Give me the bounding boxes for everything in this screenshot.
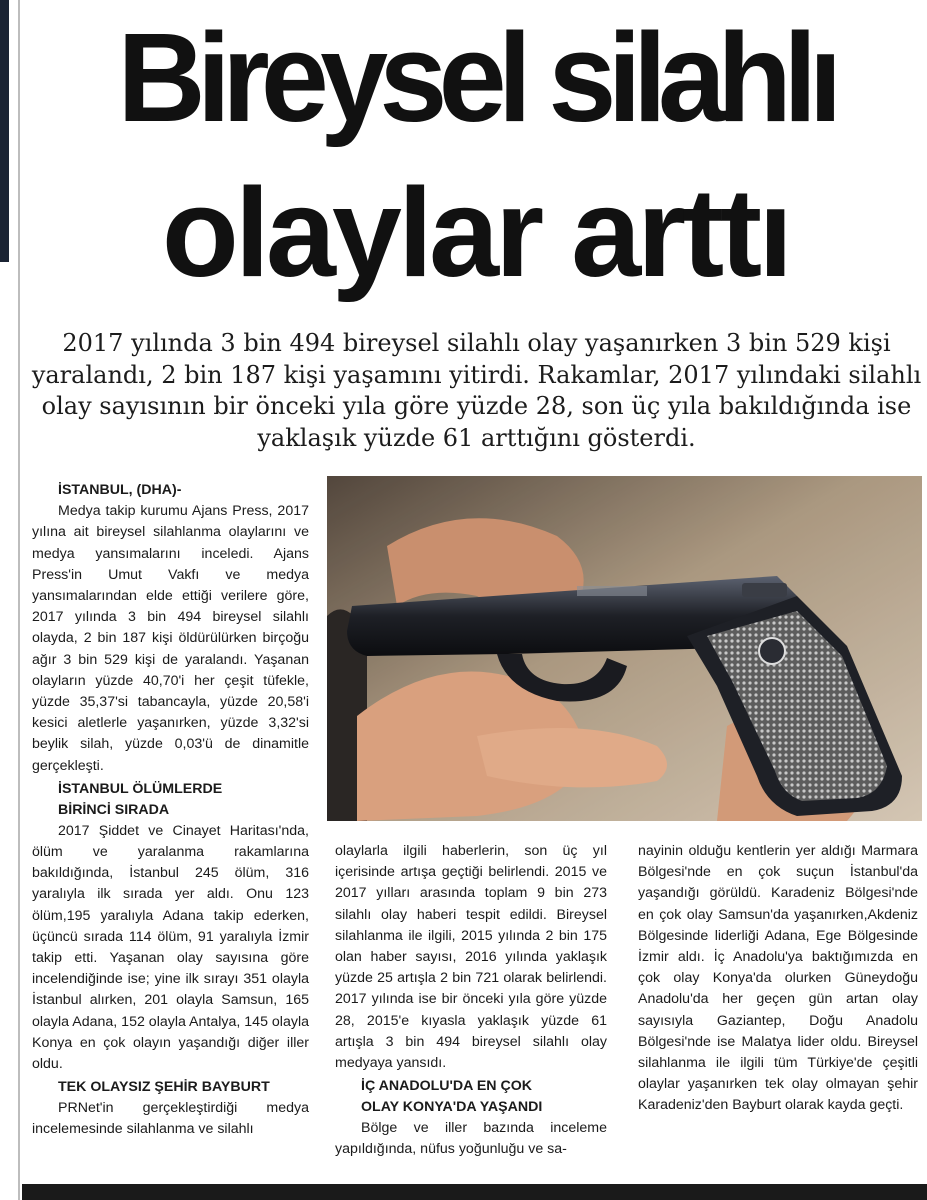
article-column-3 [638, 841, 918, 1117]
paragraph-6: nayinin olduğu kentlerin yer aldığı Marmara Bölgesi'nde en çok suçun İstanbul'da yaşandığı görüldü. Karadeniz Bölgesi'nde en çok olay Samsun'da yaşanırken,Akdeniz Bölgesinde liderliği Adana, Ege Bölgesinde İzmir aldı. İç Anadolu'ya baktığımızda en çok olay Konya'da olurken Güneydoğu Anadolu'da her geçen gün artan olay sayısıyla Gaziantep, Doğu Anadolu Bölgesi'nde ise Malatya lider oldu. Bireysel silahlanma ile ilgili tüm Türkiye'de çeşitli olaylar yaşanırken tek olay olmayan şehir Karadeniz'den Bayburt olarak kayda geçti. [638, 843, 918, 1114]
adjacent-page-strip [0, 0, 9, 262]
left-gutter [0, 0, 22, 1200]
page-bottom-bar [22, 1184, 927, 1200]
subheading-istanbul [58, 779, 309, 821]
headline-line-2: olaylar arttı [161, 162, 790, 303]
subheading-bayburt: TEK OLAYSIZ ŞEHİR BAYBURT [58, 1079, 270, 1096]
dateline: İSTANBUL, (DHA)- [58, 482, 182, 498]
subheading-konya-line-2: OLAY KONYA'DA YAŞANDI [361, 1099, 543, 1116]
subheading-konya-line-1: İÇ ANADOLU'DA EN ÇOK [361, 1078, 532, 1095]
headline-line-1: Bireysel silahlı [117, 7, 834, 148]
gutter-rule [18, 0, 20, 1200]
article-deck: 2017 yılında 3 bin 494 bireysel silahlı olay yaşanırken 3 bin 529 kişi yaralandı, 2 bin 187 kişi yaşamını yitirdi. Rakamlar, 2017 yılındaki silahlı olay sayısının bir önceki yıla göre yüzde 28, son üç yıla bakıldığında ise yaklaşık yüzde 61 arttığını gösterdi. [31, 329, 922, 452]
paragraph-5: Bölge ve iller bazında inceleme yapıldığında, nüfus yoğunluğu ve sa- [335, 1120, 607, 1158]
article-column-1 [32, 480, 309, 1141]
subheading-istanbul-line-1: İSTANBUL ÖLÜMLERDE [58, 780, 223, 797]
article-column-2 [335, 841, 607, 1161]
paragraph-2: 2017 Şiddet ve Cinayet Haritası'nda, ölüm ve yaralanma rakamlarına bakıldığında, İstanbul 245 ölüm, 316 yaralıyla ilk sırada yer aldı. Onu 123 ölüm,195 yaralıyla Adana takip ederken, üçüncü sırada 114 ölüm, 91 yaralıyla İzmir takip etti. Yaşanan olay sayısına göre incelendiğinde ise; yine ilk sırayı 351 olayla İstanbul alırken, 201 olayla Samsun, 165 olayla Adana, 152 olayla Antalya, 145 olayla Konya en çok olayın yaşandığı diğer iller oldu. [32, 822, 309, 1073]
subheading-istanbul-line-2: BİRİNCİ SIRADA [58, 801, 170, 818]
handgun-photo-icon [327, 476, 922, 821]
paragraph-1: Medya takip kurumu Ajans Press, 2017 yılına ait bireysel silahlanma olaylarını ve medya yansımalarını inceledi. Ajans Press'in Umut Vakfı ve medya yansımalarından elde ettiği verilere göre, 2017 yılında 3 bin 494 bireysel silahlı olayda, 2 bin 187 kişi öldürülürken birçoğu ağır 3 bin 529 kişi de yaralandı. Yaşanan olayların yüzde 40,70'i her çeşit tüfekle, yüzde 35,37'si tabancayla, yüzde 20,58'i kesici aletlerle yaşanırken, yüzde 3,32'si beylik silah, yüzde 0,03'ü de dinamitle gerçekleşti. [32, 503, 309, 774]
subheading-konya [361, 1076, 607, 1118]
paragraph-4: olaylarla ilgili haberlerin, son üç yıl içerisinde artışa geçtiği belirlendi. 2015 ve 2017 yılları arasında toplam 9 bin 273 silahlı olay haberi tespit edildi. Bireysel silahlanma ile ilgili, 2015 yılında 2 bin 175 olan haber sayısı, 2016 yılında yaklaşık yüzde 25 artışla 2 bin 721 olarak belirlendi. 2017 yılında ise bir önceki yıla göre yüzde 28, 2015'e kıyasla yaklaşık yüzde 61 artışla 3 bin 494 bireysel silahlı olay medyaya yansıdı. [335, 843, 607, 1072]
handgun-photo [327, 476, 922, 821]
paragraph-3: PRNet'in gerçekleştirdiği medya incelemesinde silahlanma ve silahlı [32, 1100, 309, 1138]
